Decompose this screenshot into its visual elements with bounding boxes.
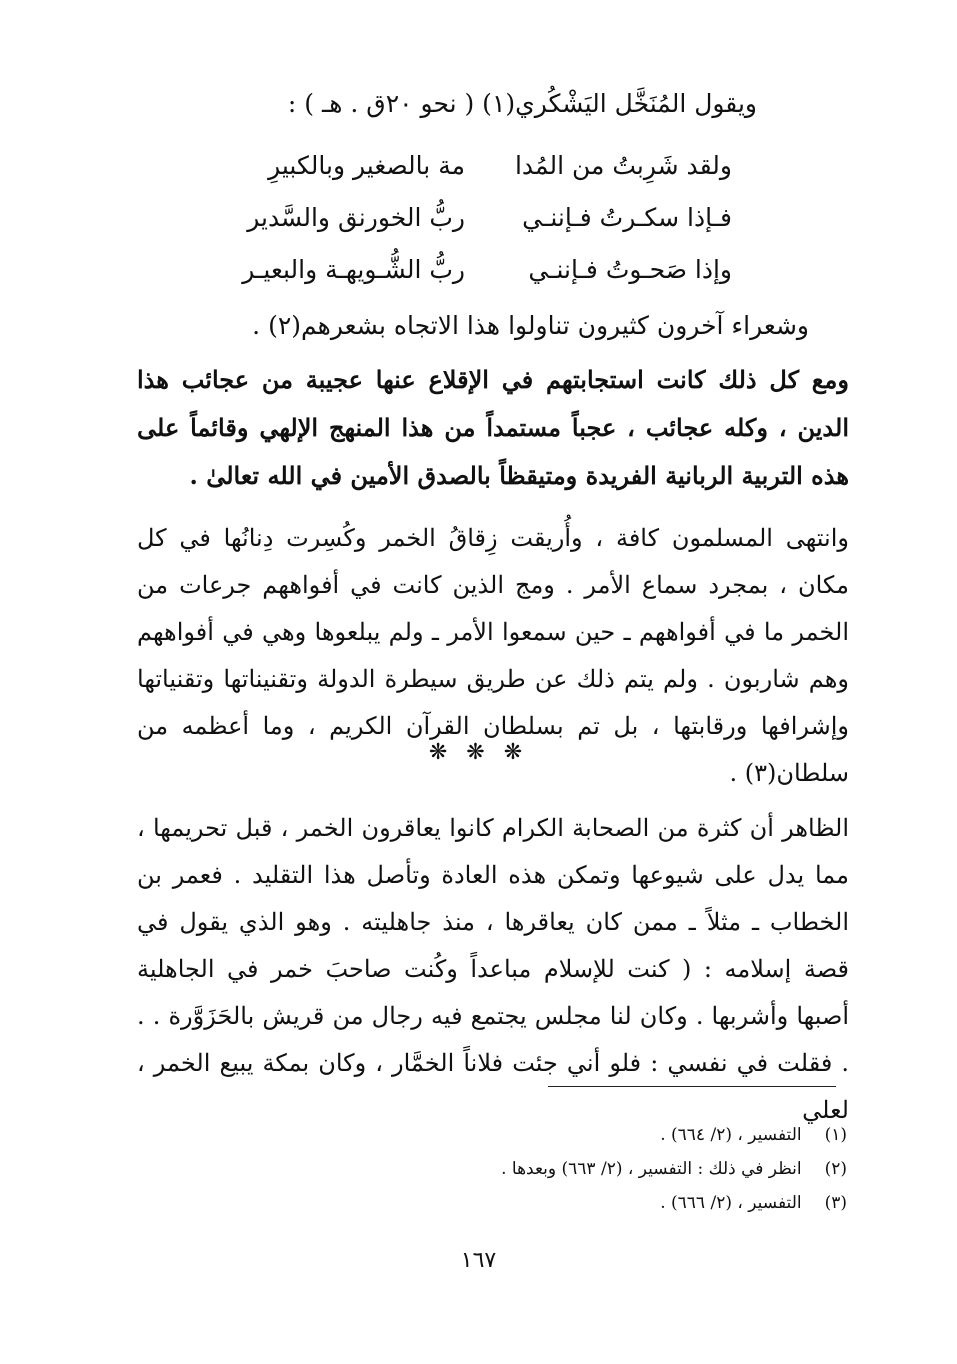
verse-1-first-hemistich: ولقد شَرِبتُ من المُدا [514, 151, 732, 180]
footnote-3-number: (٣) [824, 1193, 847, 1213]
verse-1-second-hemistich: مة بالصغير وبالكبيرِ [268, 151, 465, 180]
page-number: ١٦٧ [460, 1248, 497, 1273]
footnote-3 [660, 1189, 847, 1217]
after-verses-line: وشعراء آخرون كثيرون تناولوا هذا الاتجاه بشعرهم(٢) . [252, 311, 809, 340]
footnote-divider [548, 1086, 836, 1087]
verse-2-second-hemistich: ربُّ الخورنق والسَّدير [247, 203, 465, 232]
footnote-1-text: التفسير ، (٢/ ٦٦٤) . [660, 1125, 802, 1145]
footnote-2 [501, 1155, 847, 1183]
verse-3-first-hemistich: وإذا صَحـوتُ فـإننـي [528, 255, 732, 284]
footnote-3-text: التفسير ، (٢/ ٦٦٦) . [660, 1193, 802, 1213]
paragraph-1-text: وانتهى المسلمون كافة ، وأُريقت زِقاقُ الخمر وكُسِرت دِنانُها في كل مكان ، بمجرد سماع الأمر . ومج الذين كانت في أفواههم جرعات من الخمر ما في أفواههم ـ حين سمعوا الأمر ـ ولم يبلعوها وهي في أفواههم وهم شاربون . ولم يتم ذلك عن طريق سيطرة الدولة وتقنيناتها وتقنياتها وإشرافها ورقابتها ، بل تم بسلطان القرآن الكريم ، وما أعظمه من سلطان(٣) . [137, 524, 849, 787]
footnote-2-text: انظر في ذلك : التفسير ، (٢/ ٦٦٣) وبعدها . [501, 1159, 802, 1179]
paragraph-2-text: الظاهر أن كثرة من الصحابة الكرام كانوا يعاقرون الخمر ، قبل تحريمها ، مما يدل على شيوعها وتمكن هذه العادة وتأصل هذا التقليد . فعمر بن الخطاب ـ مثلاً ـ ممن كان يعاقرها ، منذ جاهليته . وهو الذي يقول في قصة إسلامه : ( كنت للإسلام مباعداً وكُنت صاحبَ خمر في الجاهلية أصبها وأشربها . وكان لنا مجلس يجتمع فيه رجال من قريش بالحَزَوَّرة . . . فقلت في نفسي : فلو أني جئت فلاناً الخمَّار ، وكان بمكة يبيع الخمر ، لعلي [137, 814, 849, 1124]
section-separator: ❋ ❋ ❋ [428, 740, 529, 765]
intro-line: ويقول المُنَخَّل اليَشْكُري(١) ( نحو ٢٠ق . هـ ) : [287, 89, 757, 118]
verse-3-second-hemistich: ربُّ الشُّـويهـة والبعيـر [242, 255, 465, 284]
footnote-1 [660, 1121, 847, 1149]
bold-paragraph [137, 356, 849, 500]
verse-2-first-hemistich: فـإذا سكـرتُ فـإننـي [522, 203, 732, 232]
paragraph-2 [137, 805, 849, 1134]
footnote-2-number: (٢) [824, 1159, 847, 1179]
footnote-1-number: (١) [824, 1125, 847, 1145]
bold-paragraph-text: ومع كل ذلك كانت استجابتهم في الإقلاع عنها عجيبة من عجائب هذا الدين ، وكله عجائب ، عجباً مستمداً من هذا المنهج الإلهي وقائماً على هذه التربية الربانية الفريدة ومتيقظاً بالصدق الأمين في الله تعالىٰ . [137, 365, 849, 490]
